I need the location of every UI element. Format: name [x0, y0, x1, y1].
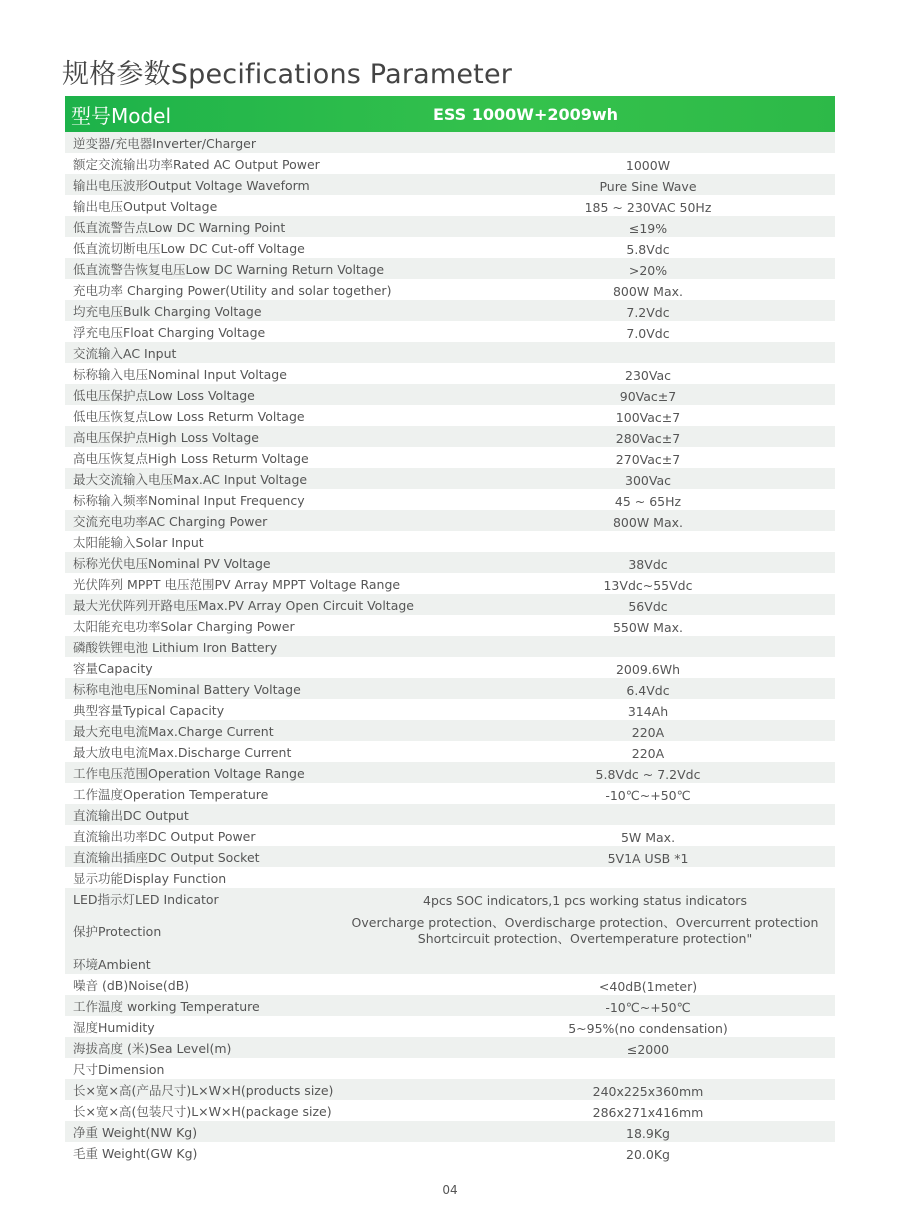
value-cell	[353, 155, 835, 173]
param-label: 标称电池电压Nominal Battery Voltage	[73, 681, 301, 697]
value-cell	[353, 827, 835, 845]
section-title: 显示功能Display Function	[73, 870, 227, 886]
param-label: 净重 Weight(NW Kg)	[73, 1124, 198, 1140]
param-label: 工作温度Operation Temperature	[73, 786, 269, 802]
param-label: 高电压保护点High Loss Voltage	[73, 429, 259, 445]
value-cell	[353, 743, 835, 761]
table-row	[65, 1100, 835, 1121]
table-row	[65, 468, 835, 489]
param-value	[503, 141, 793, 144]
param-label: 输出电压波形Output Voltage Waveform	[73, 177, 310, 193]
table-row	[65, 153, 835, 174]
table-row	[65, 216, 835, 237]
spec-table	[65, 96, 835, 1163]
section-row	[65, 867, 835, 888]
param-label: 毛重 Weight(GW Kg)	[73, 1145, 198, 1161]
value-cell	[353, 596, 835, 614]
table-row	[65, 489, 835, 510]
param-label: 工作温度 working Temperature	[73, 998, 260, 1014]
section-row	[65, 132, 835, 153]
param-label: 工作电压范围Operation Voltage Range	[73, 765, 305, 781]
value-cell	[353, 428, 835, 446]
value-cell	[353, 701, 835, 719]
section-row	[65, 531, 835, 552]
value-cell	[353, 876, 835, 879]
param-label: 最大交流输入电压Max.AC Input Voltage	[73, 471, 308, 487]
param-value: 4pcs SOC indicators,1 pcs working status indicators	[423, 892, 747, 908]
table-row	[65, 552, 835, 573]
section-title: 逆变器/充电器Inverter/Charger	[73, 135, 256, 151]
table-row	[65, 594, 835, 615]
table-row	[65, 300, 835, 321]
param-label: 最大光伏阵列开路电压Max.PV Array Open Circuit Voltage	[73, 597, 414, 613]
param-label: 噪音 (dB)Noise(dB)	[73, 977, 190, 993]
table-row	[65, 909, 835, 953]
param-value: 18.9Kg	[626, 1125, 670, 1141]
value-cell	[353, 141, 835, 144]
param-label: 低直流警告点Low DC Warning Point	[73, 219, 286, 235]
value-cell	[353, 962, 835, 965]
param-value: 90Vac±7	[619, 388, 677, 404]
value-cell	[353, 449, 835, 467]
param-value: 7.2Vdc	[626, 304, 670, 320]
section-title: 直流输出DC Output	[73, 807, 189, 823]
param-value	[503, 813, 793, 816]
value-cell	[353, 281, 835, 299]
param-value-line-1: Overcharge protection、Overdischarge protection、Overcurrent protection	[351, 915, 819, 930]
param-label: 低直流切断电压Low DC Cut-off Voltage	[73, 240, 305, 256]
param-value	[335, 915, 835, 947]
table-row	[65, 573, 835, 594]
param-value: 314Ah	[627, 703, 669, 719]
section-title: 磷酸铁锂电池 Lithium Iron Battery	[73, 639, 278, 655]
value-cell	[353, 680, 835, 698]
param-label: 标称输入电压Nominal Input Voltage	[73, 366, 287, 382]
value-cell	[353, 491, 835, 509]
value-cell	[353, 470, 835, 488]
param-label: 均充电压Bulk Charging Voltage	[73, 303, 262, 319]
spec-rows	[65, 132, 835, 1163]
table-row	[65, 258, 835, 279]
param-value: 45 ~ 65Hz	[614, 493, 682, 509]
param-value: ≤19%	[628, 220, 668, 236]
header-model-value: ESS 1000W+2009wh	[432, 104, 619, 124]
param-value: 6.4Vdc	[626, 682, 670, 698]
value-cell	[353, 302, 835, 320]
param-label: 低电压恢复点Low Loss Returm Voltage	[73, 408, 305, 424]
param-value-line-2: Shortcircuit protection、Overtemperature protection"	[417, 931, 753, 946]
table-row	[65, 888, 835, 909]
param-value: 300Vac	[625, 472, 671, 488]
param-label: 太阳能充电功率Solar Charging Power	[73, 618, 295, 634]
param-value: 185 ~ 230VAC 50Hz	[584, 199, 712, 215]
section-title: 交流输入AC Input	[73, 345, 177, 361]
table-row	[65, 825, 835, 846]
param-value: 7.0Vdc	[626, 325, 670, 341]
param-value: 800W Max.	[612, 514, 683, 530]
table-row	[65, 321, 835, 342]
param-value: 1000W	[625, 157, 671, 173]
value-cell	[353, 645, 835, 648]
value-cell	[353, 722, 835, 740]
value-cell	[353, 764, 835, 782]
param-label: 保护Protection	[73, 924, 162, 939]
section-row	[65, 953, 835, 974]
value-cell	[353, 659, 835, 677]
value-cell	[353, 1018, 835, 1036]
value-cell	[353, 1081, 835, 1099]
param-value: 800W Max.	[612, 283, 683, 299]
param-value: 220A	[631, 724, 665, 740]
param-label: 容量Capacity	[73, 660, 153, 676]
table-row	[65, 237, 835, 258]
table-header	[65, 96, 835, 132]
param-value: ≤2000	[626, 1041, 670, 1057]
section-row	[65, 1058, 835, 1079]
table-row	[65, 678, 835, 699]
param-value: 2009.6Wh	[615, 661, 681, 677]
table-row	[65, 741, 835, 762]
table-row	[65, 384, 835, 405]
param-value	[503, 645, 793, 648]
value-cell	[353, 176, 835, 194]
param-value: 5.8Vdc ~ 7.2Vdc	[595, 766, 701, 782]
value-cell	[353, 1039, 835, 1057]
table-row	[65, 846, 835, 867]
value-cell	[353, 386, 835, 404]
value-cell	[353, 1102, 835, 1120]
param-value	[503, 876, 793, 879]
param-value	[503, 351, 793, 354]
table-row	[65, 510, 835, 531]
param-value: 286x271x416mm	[592, 1104, 704, 1120]
table-row	[65, 195, 835, 216]
param-value: 5W Max.	[620, 829, 676, 845]
param-label: 最大充电电流Max.Charge Current	[73, 723, 274, 739]
value-cell	[353, 617, 835, 635]
param-value	[503, 1067, 793, 1070]
param-label: 直流输出功率DC Output Power	[73, 828, 256, 844]
param-label: 光伏阵列 MPPT 电压范围PV Array MPPT Voltage Range	[73, 576, 401, 592]
value-cell	[315, 915, 835, 947]
param-value	[503, 540, 793, 543]
table-row	[65, 657, 835, 678]
param-value: 550W Max.	[612, 619, 683, 635]
param-value: 280Vac±7	[615, 430, 681, 446]
param-label: 低直流警告恢复电压Low DC Warning Return Voltage	[73, 261, 385, 277]
table-row	[65, 783, 835, 804]
param-label: 海拔高度 (米)Sea Level(m)	[73, 1040, 232, 1056]
param-value: 220A	[631, 745, 665, 761]
table-row	[65, 720, 835, 741]
param-value: 5~95%(no condensation)	[568, 1020, 728, 1036]
section-title: 太阳能输入Solar Input	[73, 534, 204, 550]
page-title: 规格参数Specifications Parameter	[62, 59, 513, 90]
value-cell	[353, 848, 835, 866]
param-value: -10℃~+50℃	[605, 999, 691, 1015]
param-label: LED指示灯LED Indicator	[73, 891, 219, 907]
param-label: 湿度Humidity	[73, 1019, 155, 1035]
table-row	[65, 174, 835, 195]
value-cell	[353, 260, 835, 278]
param-label: 典型容量Typical Capacity	[73, 702, 225, 718]
param-label: 交流充电功率AC Charging Power	[73, 513, 268, 529]
header-model-label: 型号Model	[71, 103, 172, 128]
table-row	[65, 615, 835, 636]
value-cell	[353, 351, 835, 354]
param-value: >20%	[628, 262, 668, 278]
value-cell	[353, 997, 835, 1015]
param-label: 长×宽×高(产品尺寸)L×W×H(products size)	[73, 1082, 334, 1098]
param-value: <40dB(1meter)	[598, 978, 698, 994]
value-cell	[353, 554, 835, 572]
param-value: 13Vdc~55Vdc	[603, 577, 693, 593]
value-cell	[353, 976, 835, 994]
value-cell	[353, 323, 835, 341]
table-row	[65, 762, 835, 783]
value-cell	[305, 890, 835, 908]
table-row	[65, 1037, 835, 1058]
param-value: Pure Sine Wave	[599, 178, 697, 194]
table-row	[65, 995, 835, 1016]
param-label: 标称输入频率Nominal Input Frequency	[73, 492, 305, 508]
table-row	[65, 699, 835, 720]
param-label: 输出电压Output Voltage	[73, 198, 218, 214]
param-value: -10℃~+50℃	[605, 787, 691, 803]
value-cell	[353, 785, 835, 803]
param-label: 充电功率 Charging Power(Utility and solar together)	[73, 282, 392, 298]
param-label: 浮充电压Float Charging Voltage	[73, 324, 266, 340]
value-cell	[353, 239, 835, 257]
param-label: 高电压恢复点High Loss Returm Voltage	[73, 450, 309, 466]
table-row	[65, 1121, 835, 1142]
param-label: 低电压保护点Low Loss Voltage	[73, 387, 255, 403]
value-cell	[353, 197, 835, 215]
value-cell	[353, 512, 835, 530]
param-value: 38Vdc	[628, 556, 668, 572]
value-cell	[353, 1067, 835, 1070]
table-row	[65, 1079, 835, 1100]
param-label: 长×宽×高(包装尺寸)L×W×H(package size)	[73, 1103, 332, 1119]
table-row	[65, 426, 835, 447]
table-row	[65, 405, 835, 426]
section-row	[65, 342, 835, 363]
value-cell	[353, 407, 835, 425]
param-label: 直流输出插座DC Output Socket	[73, 849, 260, 865]
param-value: 270Vac±7	[615, 451, 681, 467]
section-title: 尺寸Dimension	[73, 1061, 165, 1077]
table-row	[65, 1142, 835, 1163]
value-cell	[353, 1144, 835, 1162]
param-label: 额定交流输出功率Rated AC Output Power	[73, 156, 320, 172]
section-row	[65, 804, 835, 825]
value-cell	[353, 575, 835, 593]
page-number: 04	[442, 1183, 458, 1197]
param-value: 100Vac±7	[615, 409, 681, 425]
section-title: 环境Ambient	[73, 956, 151, 972]
param-label: 标称光伏电压Nominal PV Voltage	[73, 555, 271, 571]
param-value	[503, 962, 793, 965]
param-value: 5V1A USB *1	[607, 850, 689, 866]
value-cell	[353, 540, 835, 543]
param-value: 56Vdc	[628, 598, 668, 614]
value-cell	[353, 1123, 835, 1141]
table-row	[65, 1016, 835, 1037]
value-cell	[353, 365, 835, 383]
param-value: 20.0Kg	[626, 1146, 670, 1162]
param-value: 5.8Vdc	[626, 241, 670, 257]
table-row	[65, 447, 835, 468]
table-row	[65, 279, 835, 300]
section-row	[65, 636, 835, 657]
table-row	[65, 363, 835, 384]
param-value: 230Vac	[625, 367, 671, 383]
table-row	[65, 974, 835, 995]
param-value: 240x225x360mm	[592, 1083, 704, 1099]
value-cell	[353, 218, 835, 236]
param-label: 最大放电电流Max.Discharge Current	[73, 744, 292, 760]
value-cell	[353, 813, 835, 816]
